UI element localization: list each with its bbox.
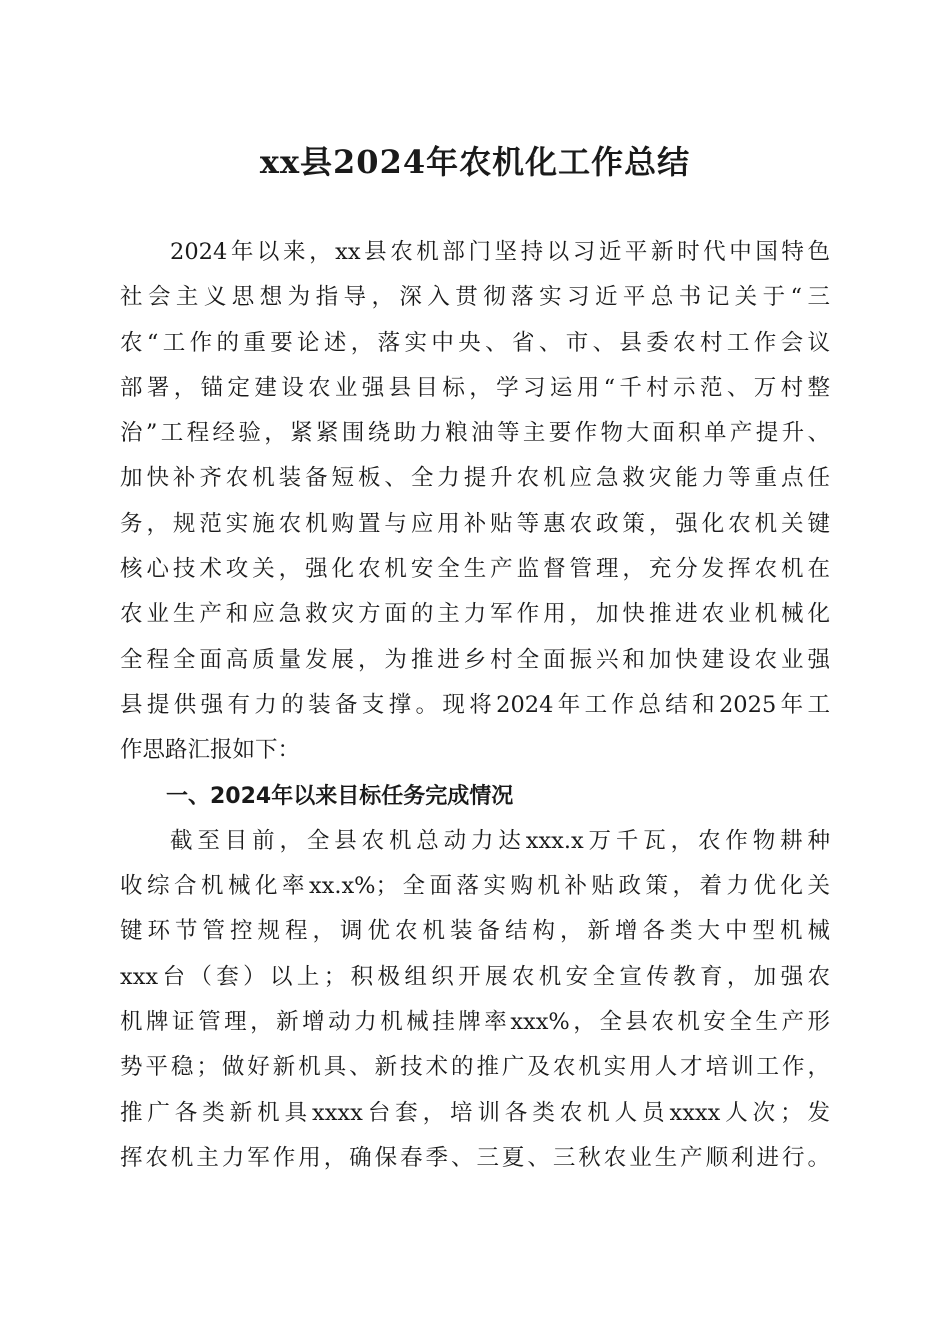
text-line: 加快补齐农机装备短板、全力提升农机应急救灾能力等重点任	[120, 465, 830, 492]
text-line: 作思路汇报如下：	[120, 737, 301, 764]
section-heading: 一、2024年以来目标任务完成情况	[166, 783, 514, 809]
text-line: 2024年以来，xx县农机部门坚持以习近平新时代中国特色	[170, 239, 830, 265]
text-line: 截至目前，全县农机总动力达xxx.x万千瓦，农作物耕种	[170, 827, 830, 854]
text-line: 务，规范实施农机购置与应用补贴等惠农政策，强化农机关键	[120, 510, 830, 537]
text-line: 势平稳；做好新机具、新技术的推广及农机实用人才培训工作，	[120, 1054, 830, 1081]
document-title: xx县2024年农机化工作总结	[259, 143, 691, 181]
text-line: 县提供强有力的装备支撑。现将2024年工作总结和2025年工	[120, 691, 830, 718]
paragraph-intro	[120, 230, 830, 1181]
text-line: 农“工作的重要论述，落实中央、省、市、县委农村工作会议	[120, 329, 830, 356]
text-line: 社会主义思想为指导，深入贯彻落实习近平总书记关于“三	[120, 284, 830, 311]
text-line: 机牌证管理，新增动力机械挂牌率xxx%，全县农机安全生产形	[120, 1009, 830, 1036]
text-line: 推广各类新机具xxxx台套，培训各类农机人员xxxx人次；发	[120, 1099, 830, 1126]
text-line: 挥农机主力军作用，确保春季、三夏、三秋农业生产顺利进行。	[120, 1144, 830, 1171]
text-line: 键环节管控规程，调优农机装备结构，新增各类大中型机械	[120, 918, 830, 945]
text-line: 农业生产和应急救灾方面的主力军作用，加快推进农业机械化	[120, 601, 830, 628]
text-line: 治”工程经验，紧紧围绕助力粮油等主要作物大面积单产提升、	[120, 420, 830, 447]
text-line: xxx台（套）以上；积极组织开展农机安全宣传教育，加强农	[120, 963, 830, 990]
text-line: 部署，锚定建设农业强县目标，学习运用“千村示范、万村整	[120, 374, 830, 401]
text-line: 核心技术攻关，强化农机安全生产监督管理，充分发挥农机在	[120, 556, 830, 583]
text-line: 全程全面高质量发展，为推进乡村全面振兴和加快建设农业强	[120, 646, 830, 673]
text-line: 收综合机械化率xx.x%；全面落实购机补贴政策，着力优化关	[120, 873, 830, 900]
